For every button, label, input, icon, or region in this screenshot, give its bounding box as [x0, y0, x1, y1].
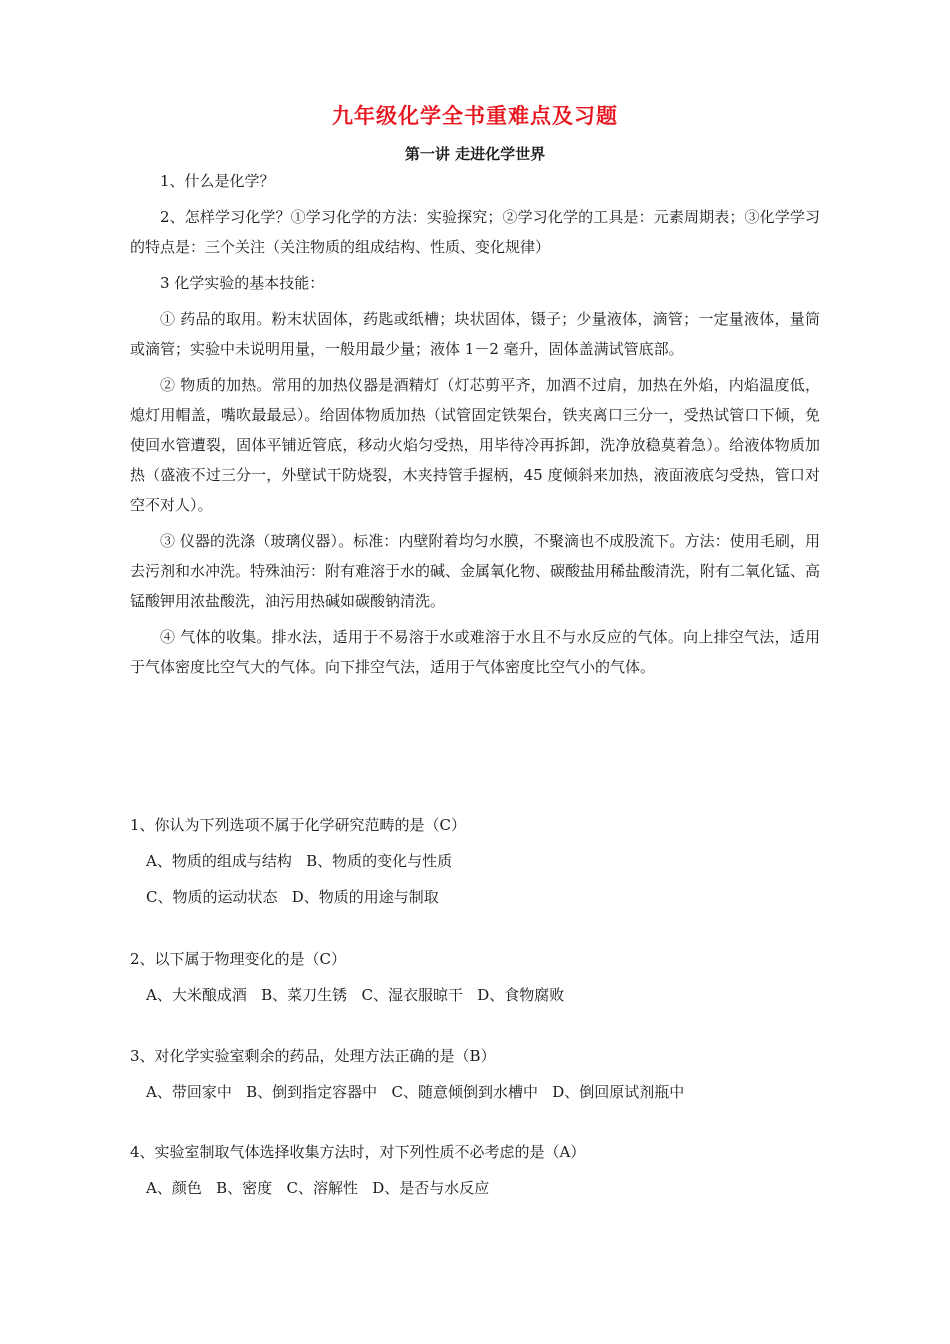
exercise-item — [130, 1134, 820, 1206]
skill-item-heating: ② 物质的加热。常用的加热仪器是酒精灯（灯芯剪平齐，加酒不过肩，加热在外焰，内焰温度低，熄灯用帽盖，嘴吹最最忌）。给固体物质加热（试管固定铁架台，铁夹离口三分一，受热试管口下倾，免使回水管遭裂，固体平铺近管底，移动火焰匀受热，用毕待冷再拆卸，洗净放稳莫着急）。给液体物质加热（盛液不过三分一，外壁试干防烧裂，木夹持管手握柄，45 度倾斜来加热，液面液底匀受热，管口对空不对人）。 — [130, 376, 820, 514]
lesson-body — [130, 166, 820, 682]
exercise-options: A、大米酿成酒 B、菜刀生锈 C、湿衣服晾干 D、食物腐败 — [146, 986, 565, 1004]
skill-item-reagents: ① 药品的取用。粉末状固体，药匙或纸槽；块状固体，镊子；少量液体，滴管；一定量液体，量筒或滴管；实验中未说明用量，一般用最少量；液体 1－2 毫升，固体盖满试管底部。 — [130, 310, 820, 358]
exercise-options: C、物质的运动状态 D、物质的用途与制取 — [146, 888, 439, 906]
skill-item-gas-collection: ④ 气体的收集。排水法，适用于不易溶于水或难溶于水且不与水反应的气体。向上排空气法，适用于气体密度比空气大的气体。向下排空气法，适用于气体密度比空气小的气体。 — [130, 628, 820, 676]
intro-paragraph-1: 1、什么是化学？ — [160, 172, 275, 190]
exercise-item — [130, 807, 820, 915]
exercise-stem: 2、以下属于物理变化的是（C） — [130, 950, 347, 968]
exercise-options: A、颜色 B、密度 C、溶解性 D、是否与水反应 — [146, 1179, 490, 1197]
exercise-stem: 3、对化学实验室剩余的药品，处理方法正确的是（B） — [130, 1047, 496, 1065]
exercise-options: A、物质的组成与结构 B、物质的变化与性质 — [146, 852, 453, 870]
section-title: 第一讲 走进化学世界 — [404, 145, 546, 163]
document-title: 九年级化学全书重难点及习题 — [332, 103, 618, 128]
intro-paragraph-2: 2、怎样学习化学？①学习化学的方法：实验探究；②学习化学的工具是：元素周期表；③化学学习的特点是：三个关注（关注物质的组成结构、性质、变化规律） — [130, 208, 820, 256]
exercise-item — [130, 1038, 820, 1110]
skill-item-washing: ③ 仪器的洗涤（玻璃仪器）。标准：内壁附着均匀水膜，不聚滴也不成股流下。方法：使用毛刷，用去污剂和水冲洗。特殊油污：附有难溶于水的碱、金属氧化物、碳酸盐用稀盐酸清洗，附有二氧化锰、高锰酸钾用浓盐酸洗，油污用热碱如碳酸钠清洗。 — [130, 532, 821, 610]
exercise-stem: 1、你认为下列选项不属于化学研究范畴的是（C） — [130, 816, 467, 834]
intro-paragraph-3: 3 化学实验的基本技能： — [160, 274, 325, 292]
exercise-stem: 4、实验室制取气体选择收集方法时，对下列性质不必考虑的是（A） — [130, 1143, 586, 1161]
skill-list — [130, 304, 820, 682]
exercise-options: A、带回家中 B、倒到指定容器中 C、随意倾倒到水槽中 D、倒回原试剂瓶中 — [146, 1083, 685, 1101]
exercise-item — [130, 941, 820, 1013]
